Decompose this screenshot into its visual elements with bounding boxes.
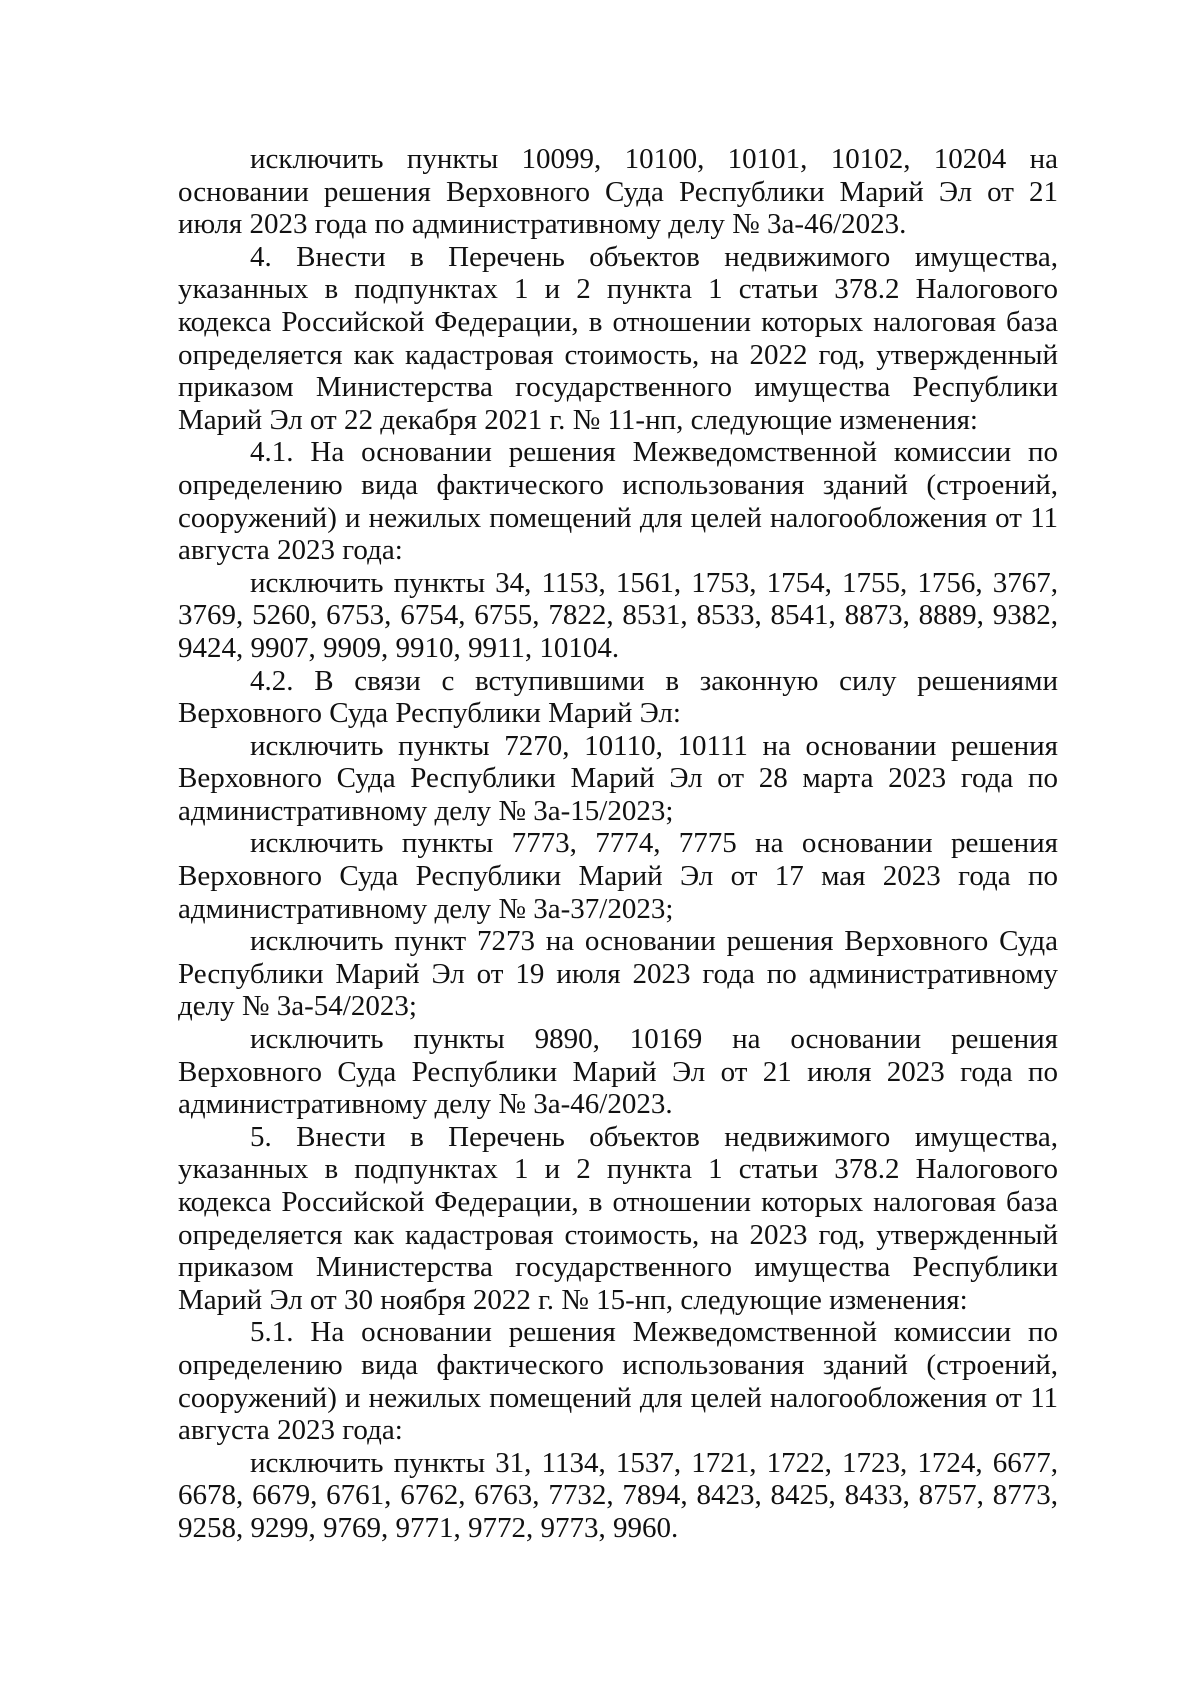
paragraph-item-4: 4. Внести в Перечень объектов недвижимого имущества, указанных в подпунктах 1 и 2 пункта 1 статьи 378.2 Налогового кодекса Российской Федерации, в отношении которых налоговая база определяется как кадастровая стоимость, на 2022 год, утвержденный приказом Министерства государственного имущества Республики Марий Эл от 22 декабря 2021 г. № 11-нп, следующие изменения: — [178, 240, 1058, 436]
paragraph-exclude-10099: исключить пункты 10099, 10100, 10101, 10102, 10204 на основании решения Верховного Суда Республики Марий Эл от 21 июля 2023 года по административному делу № 3а-46/2023. — [178, 143, 1058, 241]
paragraph-exclude-9890: исключить пункты 9890, 10169 на основании решения Верховного Суда Республики Марий Эл от 21 июля 2023 года по административному делу № 3а-46/2023. — [178, 1023, 1058, 1121]
paragraph-exclude-7773: исключить пункты 7773, 7774, 7775 на основании решения Верховного Суда Республики Марий Эл от 17 мая 2023 года по административному делу № 3а-37/2023; — [178, 827, 1058, 925]
paragraph-item-5-1: 5.1. На основании решения Межведомственной комиссии по определению вида фактического использования зданий (строений, сооружений) и нежилых помещений для целей налогообложения от 11 августа 2023 года: — [178, 1316, 1058, 1447]
paragraph-exclude-7273: исключить пункт 7273 на основании решения Верховного Суда Республики Марий Эл от 19 июля 2023 года по административному делу № 3а-54/2023; — [178, 925, 1058, 1023]
paragraph-item-5: 5. Внести в Перечень объектов недвижимого имущества, указанных в подпунктах 1 и 2 пункта 1 статьи 378.2 Налогового кодекса Российской Федерации, в отношении которых налоговая база определяется как кадастровая стоимость, на 2023 год, утвержденный приказом Министерства государственного имущества Республики Марий Эл от 30 ноября 2022 г. № 15-нп, следующие изменения: — [178, 1120, 1058, 1316]
paragraph-item-4-1: 4.1. На основании решения Межведомственной комиссии по определению вида фактического использования зданий (строений, сооружений) и нежилых помещений для целей налогообложения от 11 августа 2023 года: — [178, 436, 1058, 567]
paragraph-exclude-list-5-1: исключить пункты 31, 1134, 1537, 1721, 1722, 1723, 1724, 6677, 6678, 6679, 6761, 6762, 6763, 7732, 7894, 8423, 8425, 8433, 8757, 8773, 9258, 9299, 9769, 9771, 9772, 9773, 9960. — [178, 1446, 1058, 1544]
paragraph-exclude-list-4-1: исключить пункты 34, 1153, 1561, 1753, 1754, 1755, 1756, 3767, 3769, 5260, 6753, 6754, 6755, 7822, 8531, 8533, 8541, 8873, 8889, 9382, 9424, 9907, 9909, 9910, 9911, 10104. — [178, 566, 1058, 664]
paragraph-exclude-7270: исключить пункты 7270, 10110, 10111 на основании решения Верховного Суда Республики Марий Эл от 28 марта 2023 года по административному делу № 3а-15/2023; — [178, 729, 1058, 827]
document-page — [178, 143, 1058, 1545]
paragraph-item-4-2: 4.2. В связи с вступившими в законную силу решениями Верховного Суда Республики Марий Эл: — [178, 664, 1058, 730]
